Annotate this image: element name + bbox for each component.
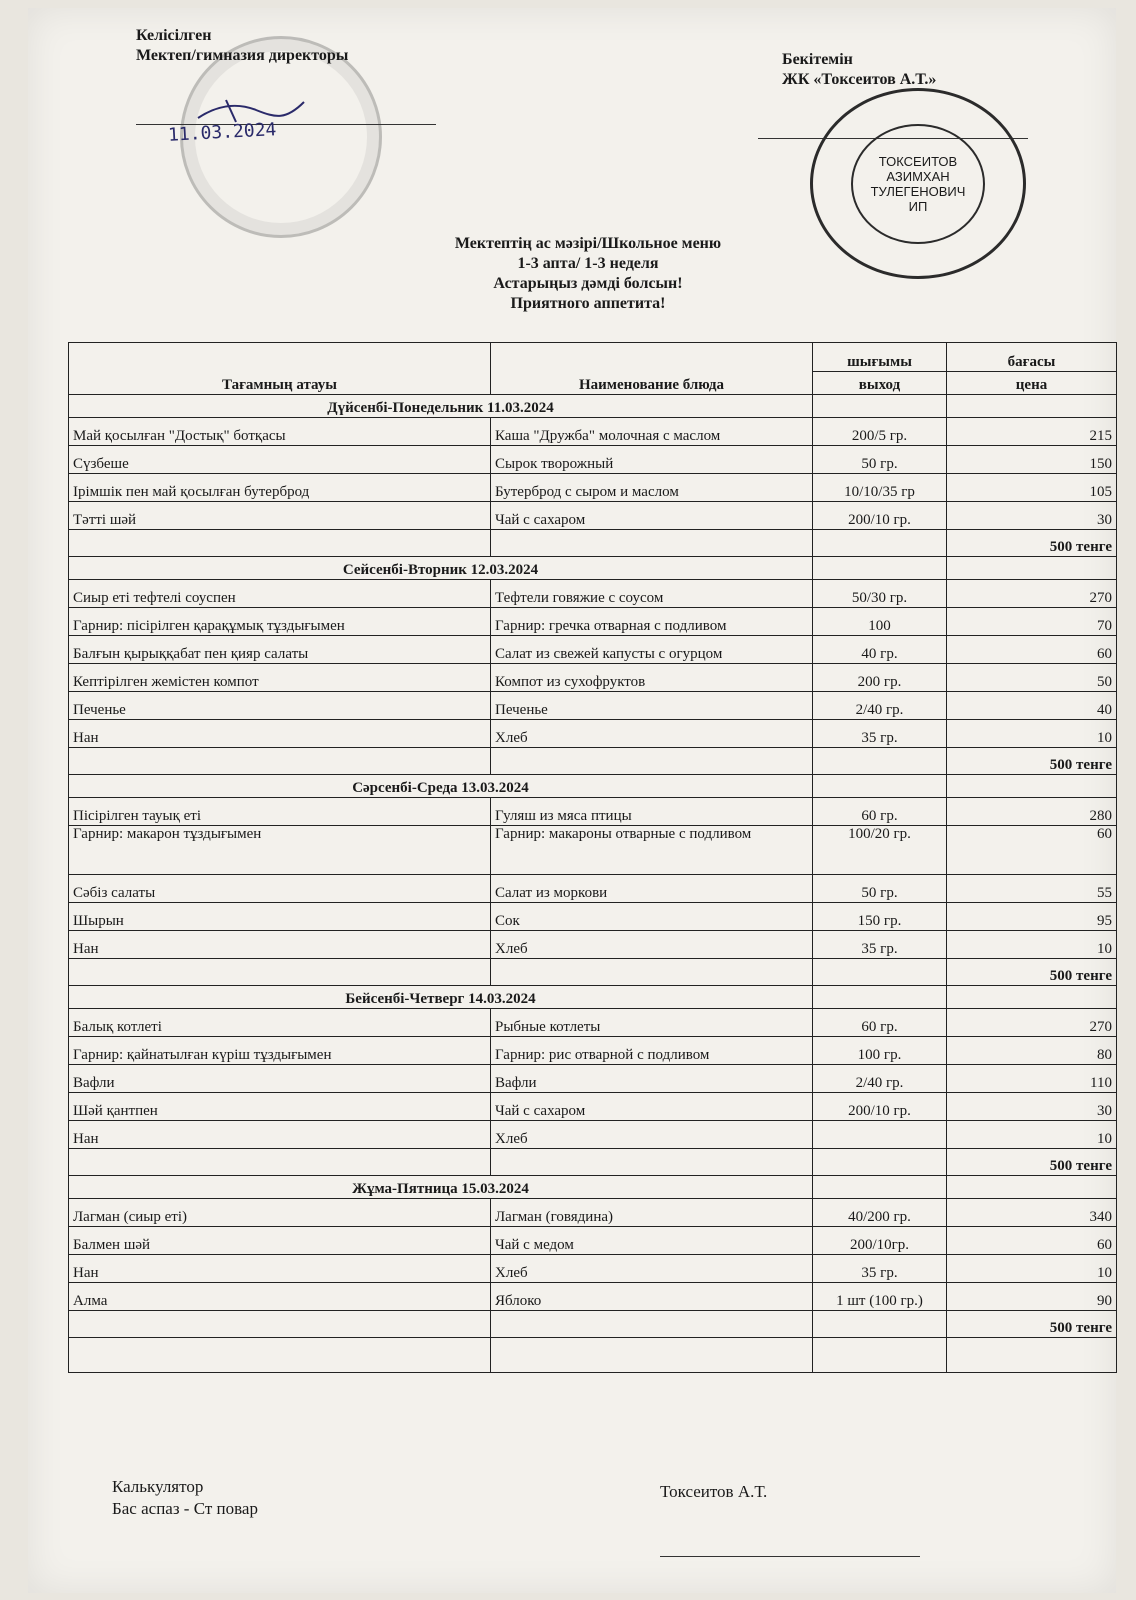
table-row	[69, 580, 1117, 608]
day-header-row	[69, 775, 1117, 798]
dish-name-ru: Хлеб	[491, 1255, 813, 1283]
dish-output: 35 гр.	[813, 1255, 947, 1283]
dish-price: 60	[947, 636, 1117, 664]
blank-cell	[947, 1338, 1117, 1373]
day-empty-out	[813, 395, 947, 418]
table-row	[69, 826, 1117, 875]
dish-output: 200 гр.	[813, 664, 947, 692]
dish-output: 200/10 гр.	[813, 502, 947, 530]
table-row	[69, 1121, 1117, 1149]
day-total-row	[69, 1149, 1117, 1176]
title-line-3: Астарыңыз дәмді болсын!	[493, 275, 683, 292]
dish-price: 270	[947, 1009, 1117, 1037]
table-row	[69, 1065, 1117, 1093]
day-title: Сейсенбі-Вторник 12.03.2024	[69, 557, 813, 580]
dish-price: 340	[947, 1199, 1117, 1227]
approval-right	[782, 50, 936, 90]
stamp-text-3: ТУЛЕГЕНОВИЧ	[870, 183, 966, 199]
dish-name-kz: Гарнир: макарон тұздығымен	[69, 826, 491, 875]
stamp-text-1: ТОКСЕИТОВ	[878, 153, 958, 169]
dish-name-kz: Нан	[69, 720, 491, 748]
day-empty-out	[813, 557, 947, 580]
footer-signatory: Токсеитов А.Т.	[660, 1482, 768, 1501]
table-row	[69, 720, 1117, 748]
total-empty-ru	[491, 530, 813, 557]
dish-price: 110	[947, 1065, 1117, 1093]
dish-price: 150	[947, 446, 1117, 474]
table-row	[69, 903, 1117, 931]
dish-price: 280	[947, 798, 1117, 826]
day-empty-out	[813, 775, 947, 798]
day-total-row	[69, 1311, 1117, 1338]
total-empty-kz	[69, 748, 491, 775]
header-row	[69, 343, 1117, 372]
dish-name-ru: Печенье	[491, 692, 813, 720]
dish-name-ru: Сырок творожный	[491, 446, 813, 474]
col-header-price-kz: бағасы	[947, 343, 1117, 372]
dish-output: 10/10/35 гр	[813, 474, 947, 502]
dish-price: 10	[947, 1255, 1117, 1283]
day-empty-price	[947, 557, 1117, 580]
dish-output: 200/10гр.	[813, 1227, 947, 1255]
dish-name-kz: Балғын қырыққабат пен қияр салаты	[69, 636, 491, 664]
total-empty-out	[813, 1311, 947, 1338]
dish-output: 200/10 гр.	[813, 1093, 947, 1121]
total-empty-kz	[69, 959, 491, 986]
dish-name-kz: Пісірілген тауық еті	[69, 798, 491, 826]
dish-name-ru: Бутерброд с сыром и маслом	[491, 474, 813, 502]
day-header-row	[69, 1176, 1117, 1199]
dish-name-ru: Каша "Дружба" молочная с маслом	[491, 418, 813, 446]
day-header-row	[69, 395, 1117, 418]
document-sheet	[28, 8, 1116, 1593]
dish-name-kz: Тәтті шәй	[69, 502, 491, 530]
total-empty-out	[813, 530, 947, 557]
blank-cell	[69, 1338, 491, 1373]
dish-output: 2/40 гр.	[813, 692, 947, 720]
dish-name-kz: Печенье	[69, 692, 491, 720]
agreed-label: Келісілген	[136, 27, 212, 44]
dish-name-kz: Гарнир: пісірілген қарақұмық тұздығымен	[69, 608, 491, 636]
table-row	[69, 1199, 1117, 1227]
dish-price: 60	[947, 1227, 1117, 1255]
table-row	[69, 502, 1117, 530]
dish-price: 10	[947, 931, 1117, 959]
table-row	[69, 446, 1117, 474]
day-total: 500 тенге	[947, 748, 1117, 775]
dish-output: 50/30 гр.	[813, 580, 947, 608]
dish-name-ru: Рыбные котлеты	[491, 1009, 813, 1037]
total-empty-out	[813, 959, 947, 986]
dish-name-kz: Алма	[69, 1283, 491, 1311]
dish-price: 10	[947, 1121, 1117, 1149]
dish-name-ru: Гарнир: рис отварной с подливом	[491, 1037, 813, 1065]
blank-cell	[813, 1338, 947, 1373]
dish-price: 90	[947, 1283, 1117, 1311]
dish-name-kz: Шәй қантпен	[69, 1093, 491, 1121]
stamp-center	[851, 124, 985, 244]
table-row	[69, 664, 1117, 692]
dish-output: 100/20 гр.	[813, 826, 947, 875]
table-row	[69, 636, 1117, 664]
dish-price: 30	[947, 1093, 1117, 1121]
day-header-row	[69, 557, 1117, 580]
day-header-row	[69, 986, 1117, 1009]
table-row	[69, 931, 1117, 959]
dish-name-kz: Сиыр еті тефтелі соуспен	[69, 580, 491, 608]
col-header-kz: Тағамның атауы	[69, 343, 491, 395]
total-empty-kz	[69, 1149, 491, 1176]
dish-output: 35 гр.	[813, 720, 947, 748]
day-title: Сәрсенбі-Среда 13.03.2024	[69, 775, 813, 798]
menu-body	[69, 395, 1117, 1373]
dish-output: 100 гр.	[813, 1037, 947, 1065]
total-empty-out	[813, 748, 947, 775]
dish-name-ru: Компот из сухофруктов	[491, 664, 813, 692]
dish-output: 2/40 гр.	[813, 1065, 947, 1093]
dish-name-ru: Яблоко	[491, 1283, 813, 1311]
dish-output: 40 гр.	[813, 636, 947, 664]
dish-name-ru: Гуляш из мяса птицы	[491, 798, 813, 826]
col-header-out-ru: выход	[813, 372, 947, 395]
dish-name-kz: Май қосылған "Достық" ботқасы	[69, 418, 491, 446]
day-total-row	[69, 748, 1117, 775]
total-empty-kz	[69, 1311, 491, 1338]
dish-name-kz: Балық котлеті	[69, 1009, 491, 1037]
dish-output: 150 гр.	[813, 903, 947, 931]
dish-name-kz: Ірімшік пен май қосылған бутерброд	[69, 474, 491, 502]
footer-left	[112, 1476, 258, 1520]
dish-price: 95	[947, 903, 1117, 931]
title-line-1: Мектептің ас мәзірі/Школьное меню	[454, 235, 722, 252]
dish-output: 100	[813, 608, 947, 636]
table-row	[69, 1093, 1117, 1121]
dish-name-ru: Хлеб	[491, 931, 813, 959]
entrepreneur-stamp	[810, 88, 1026, 279]
dish-output: 60 гр.	[813, 1009, 947, 1037]
menu-title	[418, 234, 758, 314]
dish-name-kz: Гарнир: қайнатылған күріш тұздығымен	[69, 1037, 491, 1065]
title-line-2: 1-3 апта/ 1-3 неделя	[517, 255, 659, 272]
dish-price: 10	[947, 720, 1117, 748]
dish-name-kz: Нан	[69, 931, 491, 959]
day-empty-price	[947, 1176, 1117, 1199]
day-title: Бейсенбі-Четверг 14.03.2024	[69, 986, 813, 1009]
day-title: Дүйсенбі-Понедельник 11.03.2024	[69, 395, 813, 418]
dish-name-ru: Салат из свежей капусты с огурцом	[491, 636, 813, 664]
dish-price: 270	[947, 580, 1117, 608]
dish-price: 50	[947, 664, 1117, 692]
dish-name-kz: Вафли	[69, 1065, 491, 1093]
total-empty-out	[813, 1149, 947, 1176]
entrepreneur-label: ЖК «Токсеитов А.Т.»	[782, 71, 937, 88]
col-header-price-ru: цена	[947, 372, 1117, 395]
dish-name-ru: Вафли	[491, 1065, 813, 1093]
dish-name-kz: Кептірілген жемістен компот	[69, 664, 491, 692]
table-row	[69, 474, 1117, 502]
blank-cell	[491, 1338, 813, 1373]
day-empty-price	[947, 775, 1117, 798]
stamp-text-2: АЗИМХАН	[886, 168, 950, 184]
table-row	[69, 1037, 1117, 1065]
dish-output	[813, 1121, 947, 1149]
day-total: 500 тенге	[947, 1311, 1117, 1338]
blank-row	[69, 1338, 1117, 1373]
dish-name-ru: Тефтели говяжие с соусом	[491, 580, 813, 608]
day-empty-price	[947, 395, 1117, 418]
director-label: Мектеп/гимназия директоры	[136, 47, 349, 64]
calculator-label: Калькулятор	[112, 1477, 204, 1496]
table-row	[69, 608, 1117, 636]
dish-name-ru: Гарнир: гречка отварная с подливом	[491, 608, 813, 636]
day-total-row	[69, 530, 1117, 557]
dish-price: 70	[947, 608, 1117, 636]
total-empty-ru	[491, 748, 813, 775]
col-header-ru: Наименование блюда	[491, 343, 813, 395]
dish-name-ru: Хлеб	[491, 720, 813, 748]
dish-name-kz: Балмен шәй	[69, 1227, 491, 1255]
day-empty-price	[947, 986, 1117, 1009]
dish-name-kz: Лагман (сиыр еті)	[69, 1199, 491, 1227]
day-total-row	[69, 959, 1117, 986]
table-row	[69, 798, 1117, 826]
dish-name-kz: Нан	[69, 1255, 491, 1283]
approve-label: Бекітемін	[782, 51, 853, 68]
title-line-4: Приятного аппетита!	[510, 295, 666, 312]
day-total: 500 тенге	[947, 959, 1117, 986]
table-row	[69, 692, 1117, 720]
table-row	[69, 875, 1117, 903]
table-row	[69, 1255, 1117, 1283]
dish-name-ru: Лагман (говядина)	[491, 1199, 813, 1227]
table-row	[69, 418, 1117, 446]
dish-price: 60	[947, 826, 1117, 875]
dish-price: 55	[947, 875, 1117, 903]
dish-name-kz: Сәбіз салаты	[69, 875, 491, 903]
dish-output: 1 шт (100 гр.)	[813, 1283, 947, 1311]
dish-name-kz: Нан	[69, 1121, 491, 1149]
day-title: Жұма-Пятница 15.03.2024	[69, 1176, 813, 1199]
day-total: 500 тенге	[947, 530, 1117, 557]
col-header-out-kz: шығымы	[813, 343, 947, 372]
dish-name-ru: Чай с медом	[491, 1227, 813, 1255]
dish-name-ru: Чай с сахаром	[491, 1093, 813, 1121]
dish-price: 40	[947, 692, 1117, 720]
dish-price: 105	[947, 474, 1117, 502]
day-empty-out	[813, 986, 947, 1009]
dish-price: 80	[947, 1037, 1117, 1065]
dish-output: 200/5 гр.	[813, 418, 947, 446]
day-empty-out	[813, 1176, 947, 1199]
dish-price: 30	[947, 502, 1117, 530]
dish-name-kz: Сүзбеше	[69, 446, 491, 474]
table-row	[69, 1283, 1117, 1311]
dish-output: 60 гр.	[813, 798, 947, 826]
approval-left	[136, 26, 348, 66]
stamp-text-4: ИП	[908, 198, 928, 214]
total-empty-ru	[491, 1149, 813, 1176]
dish-name-ru: Хлеб	[491, 1121, 813, 1149]
total-empty-kz	[69, 530, 491, 557]
dish-name-ru: Сок	[491, 903, 813, 931]
dish-name-ru: Салат из моркови	[491, 875, 813, 903]
dish-name-ru: Гарнир: макароны отварные с подливом	[491, 826, 813, 875]
total-empty-ru	[491, 1311, 813, 1338]
table-row	[69, 1009, 1117, 1037]
dish-price: 215	[947, 418, 1117, 446]
menu-table	[68, 342, 1117, 1373]
dish-name-ru: Чай с сахаром	[491, 502, 813, 530]
table-row	[69, 1227, 1117, 1255]
total-empty-ru	[491, 959, 813, 986]
dish-name-kz: Шырын	[69, 903, 491, 931]
dish-output: 50 гр.	[813, 875, 947, 903]
handwritten-date: 11.03.2024	[167, 119, 277, 146]
dish-output: 35 гр.	[813, 931, 947, 959]
dish-output: 40/200 гр.	[813, 1199, 947, 1227]
day-total: 500 тенге	[947, 1149, 1117, 1176]
chef-label: Бас аспаз - Ст повар	[112, 1499, 258, 1518]
dish-output: 50 гр.	[813, 446, 947, 474]
footer-signature-line	[660, 1556, 920, 1557]
